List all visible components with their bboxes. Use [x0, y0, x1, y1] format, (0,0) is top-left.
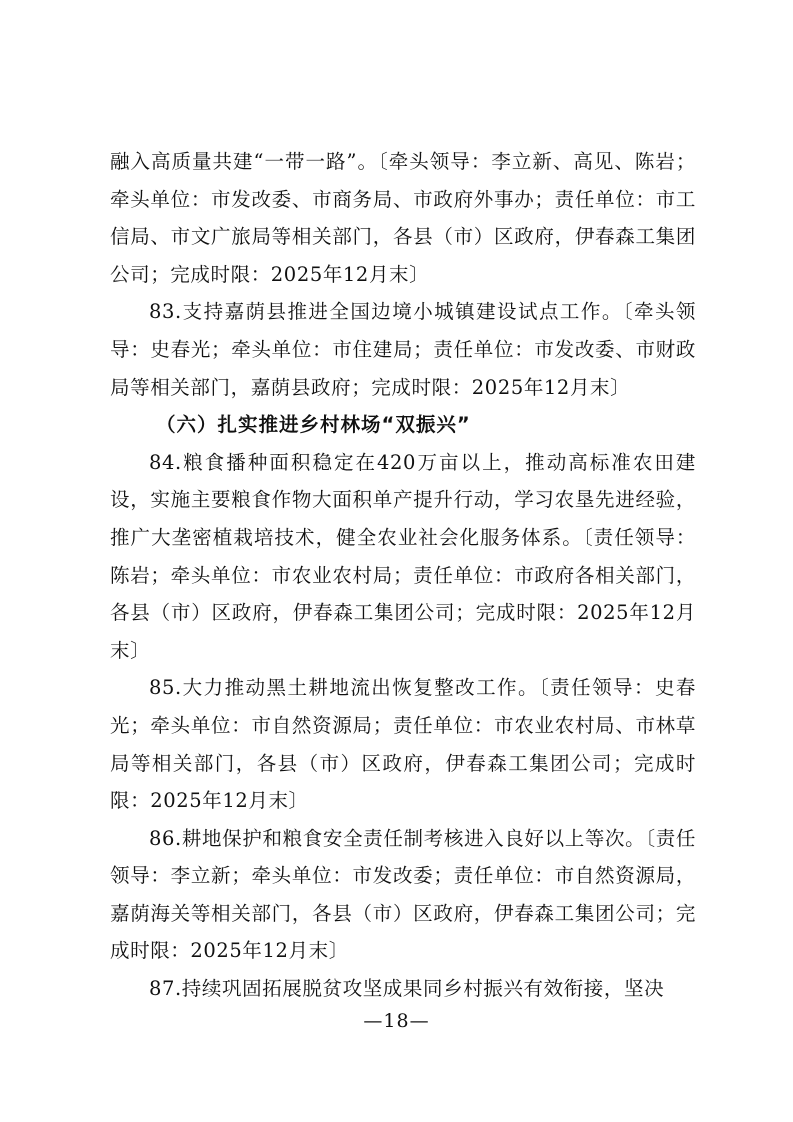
section-heading: （六）扎实推进乡村林场“双振兴”: [156, 413, 471, 437]
paragraph-continuation: 融入高质量共建“一带一路”。〔牵头领导：李立新、高见、陈岩；牵头单位：市发改委、市商务局、市政府外事办；责任单位：市工信局、市文广旅局等相关部门，各县（市）区政府，伊春森工集团公司；完成时限：2025年12月末〕: [110, 150, 696, 286]
page-number: —18—: [363, 1010, 430, 1032]
paragraph-item-84: 84.粮食播种面积稳定在420万亩以上，推动高标准农田建设，实施主要粮食作物大面积单产提升行动，学习农垦先进经验，推广大垄密植栽培技术，健全农业社会化服务体系。〔责任领导：陈岩；牵头单位：市农业农村局；责任单位：市政府各相关部门，各县（市）区政府，伊春森工集团公司；完成时限：2025年12月末〕: [110, 450, 696, 662]
paragraph-item-85: 85.大力推动黑土耕地流出恢复整改工作。〔责任领导：史春光；牵头单位：市自然资源局；责任单位：市农业农村局、市林草局等相关部门，各县（市）区政府，伊春森工集团公司；完成时限：2025年12月末〕: [110, 676, 696, 813]
paragraph-item-83: 83.支持嘉荫县推进全国边境小城镇建设试点工作。〔牵头领导：史春光；牵头单位：市住建局；责任单位：市发改委、市财政局等相关部门，嘉荫县政府；完成时限：2025年12月末〕: [110, 300, 696, 399]
paragraph-item-87: 87.持续巩固拓展脱贫攻坚成果同乡村振兴有效衔接，坚决: [149, 977, 665, 1001]
document-body: [110, 143, 696, 1008]
paragraph-item-86: 86.耕地保护和粮食安全责任制考核进入良好以上等次。〔责任领导：李立新；牵头单位：市发改委；责任单位：市自然资源局，嘉荫海关等相关部门，各县（市）区政府，伊春森工集团公司；完成时限：2025年12月末〕: [110, 826, 696, 963]
